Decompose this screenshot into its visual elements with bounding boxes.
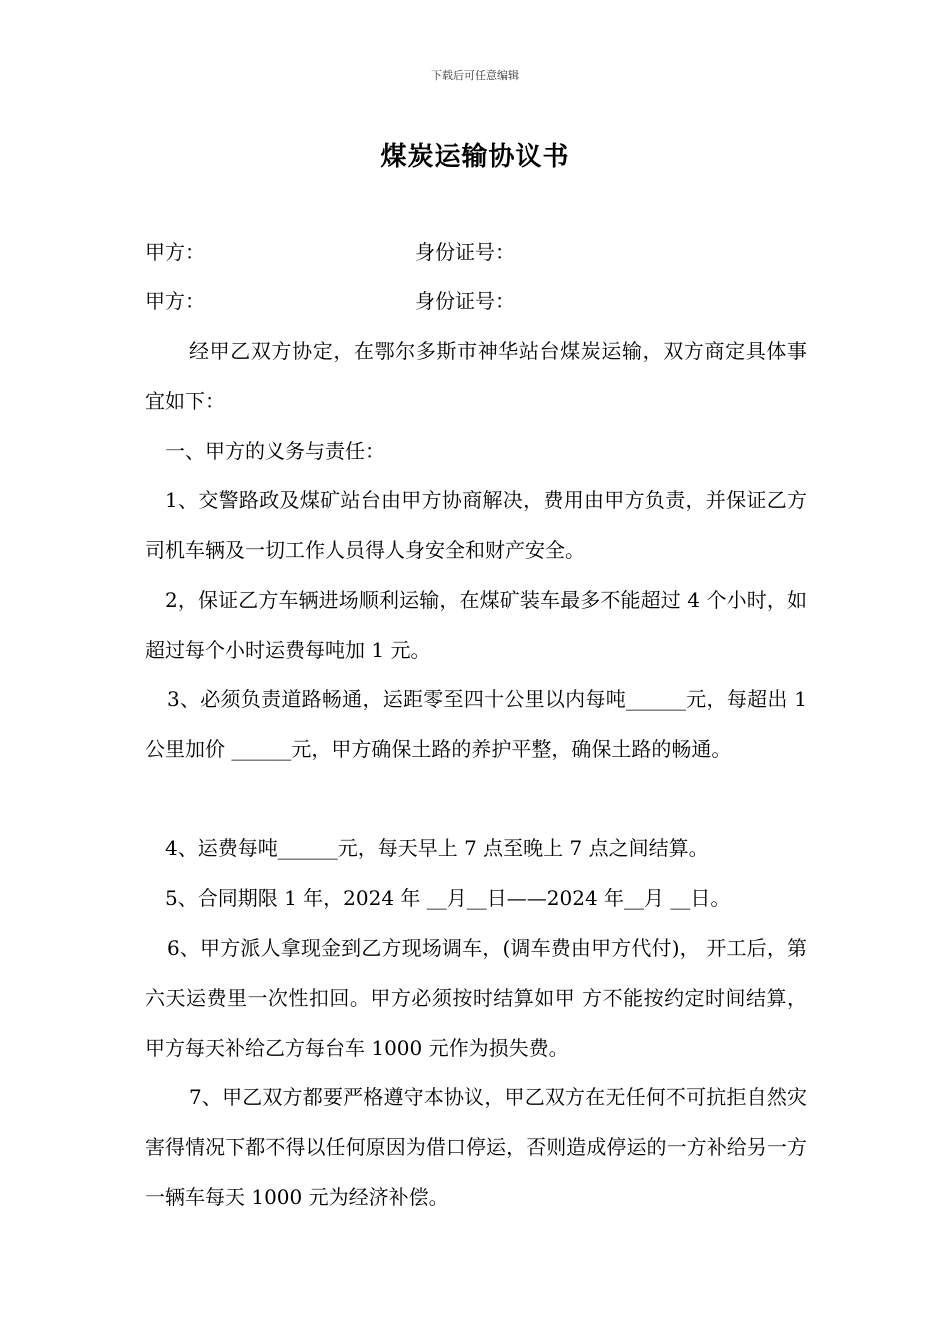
party-label: 甲方：: [145, 240, 205, 264]
clause-7: 7、甲乙双方都要严格遵守本协议，甲乙双方在无任何不可抗拒自然灾害得情况下都不得以任何原因为借口停运，否则造成停运的一方补给另一方一辆车每天 1000 元为经济补偿。: [145, 1085, 807, 1209]
clause-5: 5、合同期限 1 年，2024 年 __月__日——2024 年__月 __日。: [165, 886, 731, 910]
clause-4: 4、运费每吨______元，每天早上 7 点至晚上 7 点之间结算。: [165, 836, 709, 860]
header-note: 下载后可任意编辑: [431, 69, 519, 82]
section-heading: 一、甲方的义务与责任：: [165, 439, 385, 463]
party-label: 甲方：: [145, 289, 205, 313]
intro-paragraph: 经甲乙双方协定，在鄂尔多斯市神华站台煤炭运输，双方商定具体事宜如下：: [145, 339, 807, 413]
clause-1: 1、交警路政及煤矿站台由甲方协商解决，费用由甲方负责，并保证乙方司机车辆及一切工作人员得人身安全和财产安全。: [145, 488, 807, 562]
party-line-1: [145, 240, 515, 264]
id-number-label: 身份证号：: [415, 289, 515, 313]
clause-6: 6、甲方派人拿现金到乙方现场调车，(调车费由甲方代付)， 开工后，第六天运费里一次性扣回。甲方必须按时结算如甲 方不能按约定时间结算，甲方每天补给乙方每台车 1000 元作为损失费。: [145, 936, 807, 1060]
id-number-label: 身份证号：: [415, 240, 515, 264]
party-line-2: [145, 289, 515, 313]
document-title: 煤炭运输协议书: [380, 142, 570, 172]
clause-3: 3、必须负责道路畅通，运距零至四十公里以内每吨______元，每超出 1 公里加价 ______元，甲方确保土路的养护平整，确保土路的畅通。: [145, 687, 807, 761]
clause-2: 2，保证乙方车辆进场顺利运输，在煤矿装车最多不能超过 4 个小时，如超过每个小时运费每吨加 1 元。: [145, 588, 807, 662]
